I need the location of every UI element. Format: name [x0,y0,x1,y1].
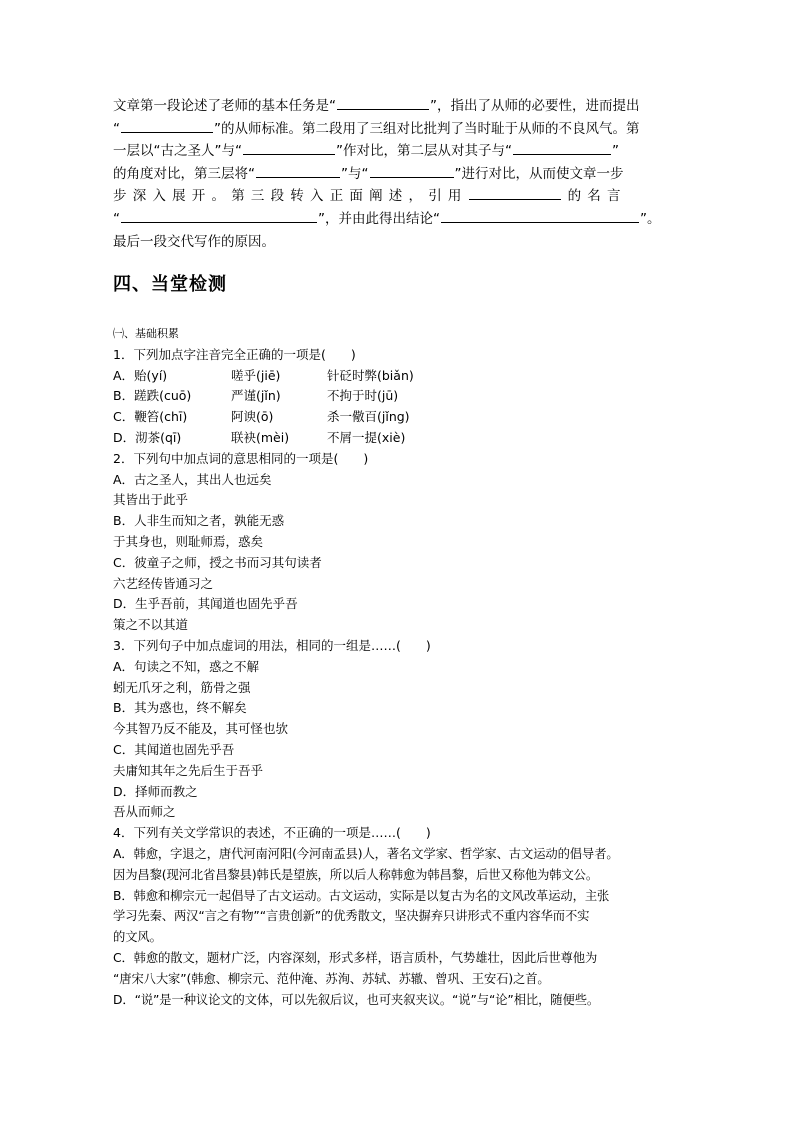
question-4-line: 学习先秦、两汉“言之有物”“言贵创新”的优秀散文，坚决摒弃只讲形式不重内容华而不实 [113,909,590,924]
question-3-line: 蚓无爪牙之利，筋骨之强 [113,679,251,695]
question-3-line: A．句读之不知，惑之不解 [113,658,260,674]
summary-line-4: 的角度对比，第三层将“ ”与“ ”进行对比，从而使文章一步 [113,163,683,186]
question-4-line: 的文风。 [113,930,162,945]
question-3-stem: 3．下列句子中加点虚词的用法，相同的一组是……( ) [113,637,431,653]
summary-line-6: “ ”，并由此得出结论“ ”。 [113,208,683,231]
summary-paragraph [113,95,683,253]
question-1-option-b: B．蹉跌(cuō) 严谨(jǐn) 不拘于时(jū) [113,388,399,404]
fill-blank[interactable] [121,208,317,223]
fill-blank[interactable] [243,140,335,155]
question-3-line: 吾从而师之 [113,804,176,820]
question-3-line: 今其智乃反不能及，其可怪也欤 [113,721,289,737]
question-4-stem: 4．下列有关文学常识的表述，不正确的一项是……( ) [113,825,431,841]
summary-line-1: 文章第一段论述了老师的基本任务是“ ”，指出了从师的必要性，进而提出 [113,95,683,118]
question-2-line: 于其身也，则耻师焉，惑矣 [113,533,264,549]
summary-line-5: 步深入展开。第三段转入正面阐述，引用 的名言 [113,185,683,208]
quiz-subheading: ㈠、基础积累 [113,327,179,340]
question-4-line: C．韩愈的散文，题材广泛，内容深刻，形式多样，语言质朴，气势雄壮，因此后世尊他为 [113,950,598,965]
fill-blank[interactable] [121,118,213,133]
section-title: 四、当堂检测 [113,274,227,295]
question-2-line: 策之不以其道 [113,617,189,633]
fill-blank[interactable] [337,95,429,110]
question-4-line: D．“说”是一种议论文的文体，可以先叙后议，也可夹叙夹议。“说”与“论”相比，随便些。 [113,992,600,1007]
question-2-stem: 2．下列句中加点词的意思相同的一项是( ) [113,450,369,466]
summary-line-3: 一层以“古之圣人”与“ ”作对比，第二层从对其子与“ ” [113,140,683,163]
question-3-line: D．择师而教之 [113,783,198,799]
fill-blank[interactable] [441,208,639,223]
question-2-line: A．古之圣人，其出人也远矣 [113,471,272,487]
question-1-stem: 1．下列加点字注音完全正确的一项是( ) [113,346,356,362]
question-3-line: B．其为惑也，终不解矣 [113,700,247,716]
fill-blank[interactable] [256,163,340,178]
summary-line-2: “ ”的从师标准。第二段用了三组对比批判了当时耻于从师的不良风气。第 [113,118,683,141]
question-4-line: 因为昌黎(现河北省昌黎县)韩氏是望族，所以后人称韩愈为韩昌黎，后世又称他为韩文公。 [113,867,599,882]
question-2-line: B．人非生而知之者，孰能无惑 [113,513,285,529]
question-3-line: 夫庸知其年之先后生于吾乎 [113,762,264,778]
question-1-option-d: D．沏茶(qī) 联袂(mèi) 不屑一提(xiè) [113,429,406,445]
quiz-section [113,324,693,1010]
question-4-line: “唐宋八大家”(韩愈、柳宗元、范仲淹、苏洵、苏轼、苏辙、曾巩、王安石)之首。 [113,971,550,986]
question-2-line: D．生乎吾前，其闻道也固先乎吾 [113,596,298,612]
question-3-line: C．其闻道也固先乎吾 [113,741,235,757]
question-1-option-a: A．贻(yí) 嗟乎(jiē) 针砭时弊(biǎn) [113,367,414,383]
question-1-option-c: C．鞭笞(chī) 阿谀(ō) 杀一儆百(jǐng) [113,409,410,425]
question-2-line: 六艺经传皆通习之 [113,575,214,591]
question-4-line: A．韩愈，字退之，唐代河南河阳(今河南孟县)人，著名文学家、哲学家、古文运动的倡导者。 [113,846,619,861]
fill-blank[interactable] [370,163,454,178]
fill-blank[interactable] [469,185,561,200]
question-2-line: 其皆出于此乎 [113,492,189,508]
summary-line-7: 最后一段交代写作的原因。 [113,233,275,250]
fill-blank[interactable] [513,140,611,155]
question-2-line: C．彼童子之师，授之书而习其句读者 [113,554,322,570]
question-4-line: B．韩愈和柳宗元一起倡导了古文运动。古文运动，实际是以复古为名的文风改革运动，主张 [113,888,610,903]
